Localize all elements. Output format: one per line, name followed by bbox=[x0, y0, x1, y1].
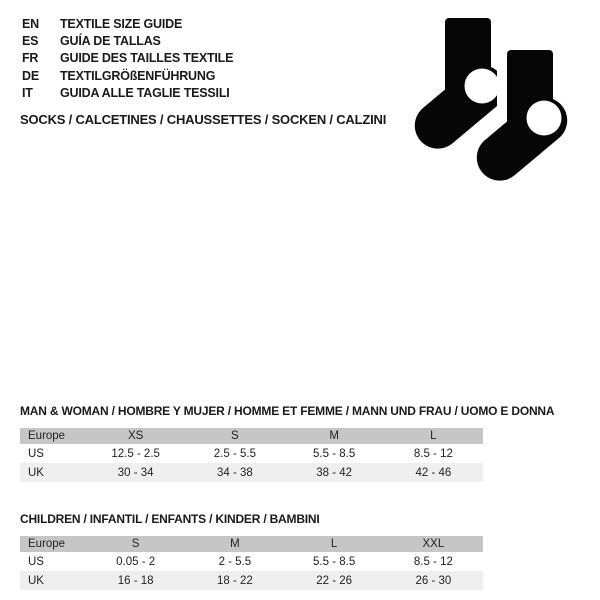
table-header-row bbox=[20, 428, 483, 444]
language-code: IT bbox=[22, 86, 33, 101]
size-cell: 5.5 - 8.5 bbox=[313, 447, 356, 460]
size-cell: 8.5 - 12 bbox=[413, 555, 453, 568]
language-row-fr bbox=[22, 50, 233, 67]
size-cell: 0.05 - 2 bbox=[116, 555, 156, 568]
language-row-en bbox=[22, 15, 233, 32]
size-cell: 38 - 42 bbox=[285, 463, 384, 482]
size-cell: 2.5 - 5.5 bbox=[213, 447, 256, 460]
language-list bbox=[22, 15, 233, 102]
language-row-es bbox=[22, 32, 233, 49]
column-header-s: S bbox=[185, 428, 284, 444]
table-row-us bbox=[20, 552, 483, 571]
size-table-adult bbox=[20, 428, 483, 482]
size-section-children bbox=[20, 512, 483, 590]
table-row-uk bbox=[20, 463, 483, 482]
size-cell: 8.5 - 12 bbox=[413, 447, 453, 460]
column-header-europe: Europe bbox=[20, 428, 86, 444]
size-cell: 12.5 - 2.5 bbox=[111, 447, 160, 460]
language-row-de bbox=[22, 67, 233, 84]
size-section-adult bbox=[20, 404, 554, 482]
column-header-s: S bbox=[86, 536, 185, 552]
column-header-europe: Europe bbox=[20, 536, 86, 552]
size-table-children bbox=[20, 536, 483, 590]
language-label: GUÍA DE TALLAS bbox=[60, 34, 161, 49]
table-header-row bbox=[20, 536, 483, 552]
region-cell: US bbox=[28, 555, 44, 568]
language-label: GUIDE DES TAILLES TEXTILE bbox=[60, 51, 234, 66]
language-code: ES bbox=[22, 34, 39, 49]
size-cell: 42 - 46 bbox=[384, 463, 483, 482]
language-code: FR bbox=[22, 51, 39, 66]
table-row-uk bbox=[20, 571, 483, 590]
language-label: TEXTILGRÖßENFÜHRUNG bbox=[60, 68, 216, 83]
column-header-m: M bbox=[185, 536, 284, 552]
size-cell: 2 - 5.5 bbox=[218, 555, 252, 568]
region-cell: UK bbox=[20, 571, 86, 590]
size-cell: 22 - 26 bbox=[285, 571, 384, 590]
language-code: EN bbox=[22, 16, 39, 31]
language-row-it bbox=[22, 85, 233, 102]
column-header-xxl: XXL bbox=[384, 536, 483, 552]
product-category-title: SOCKS / CALCETINES / CHAUSSETTES / SOCKEN / CALZINI bbox=[20, 112, 387, 127]
size-cell: 26 - 30 bbox=[384, 571, 483, 590]
column-header-xs: XS bbox=[86, 428, 185, 444]
size-cell: 34 - 38 bbox=[185, 463, 284, 482]
column-header-m: M bbox=[285, 428, 384, 444]
table-title-adult: MAN & WOMAN / HOMBRE Y MUJER / HOMME ET FEMME / MANN UND FRAU / UOMO E DONNA bbox=[20, 404, 555, 418]
region-cell: US bbox=[28, 447, 44, 460]
column-header-l: L bbox=[285, 536, 384, 552]
language-label: TEXTILE SIZE GUIDE bbox=[60, 16, 183, 31]
size-cell: 16 - 18 bbox=[86, 571, 185, 590]
socks-icon bbox=[408, 16, 580, 184]
size-cell: 18 - 22 bbox=[185, 571, 284, 590]
language-code: DE bbox=[22, 68, 39, 83]
table-row-us bbox=[20, 444, 483, 463]
language-label: GUIDA ALLE TAGLIE TESSILI bbox=[60, 86, 230, 101]
size-cell: 30 - 34 bbox=[86, 463, 185, 482]
table-title-children: CHILDREN / INFANTIL / ENFANTS / KINDER / BAMBINI bbox=[20, 512, 320, 526]
region-cell: UK bbox=[20, 463, 86, 482]
column-header-l: L bbox=[384, 428, 483, 444]
size-cell: 5.5 - 8.5 bbox=[313, 555, 356, 568]
